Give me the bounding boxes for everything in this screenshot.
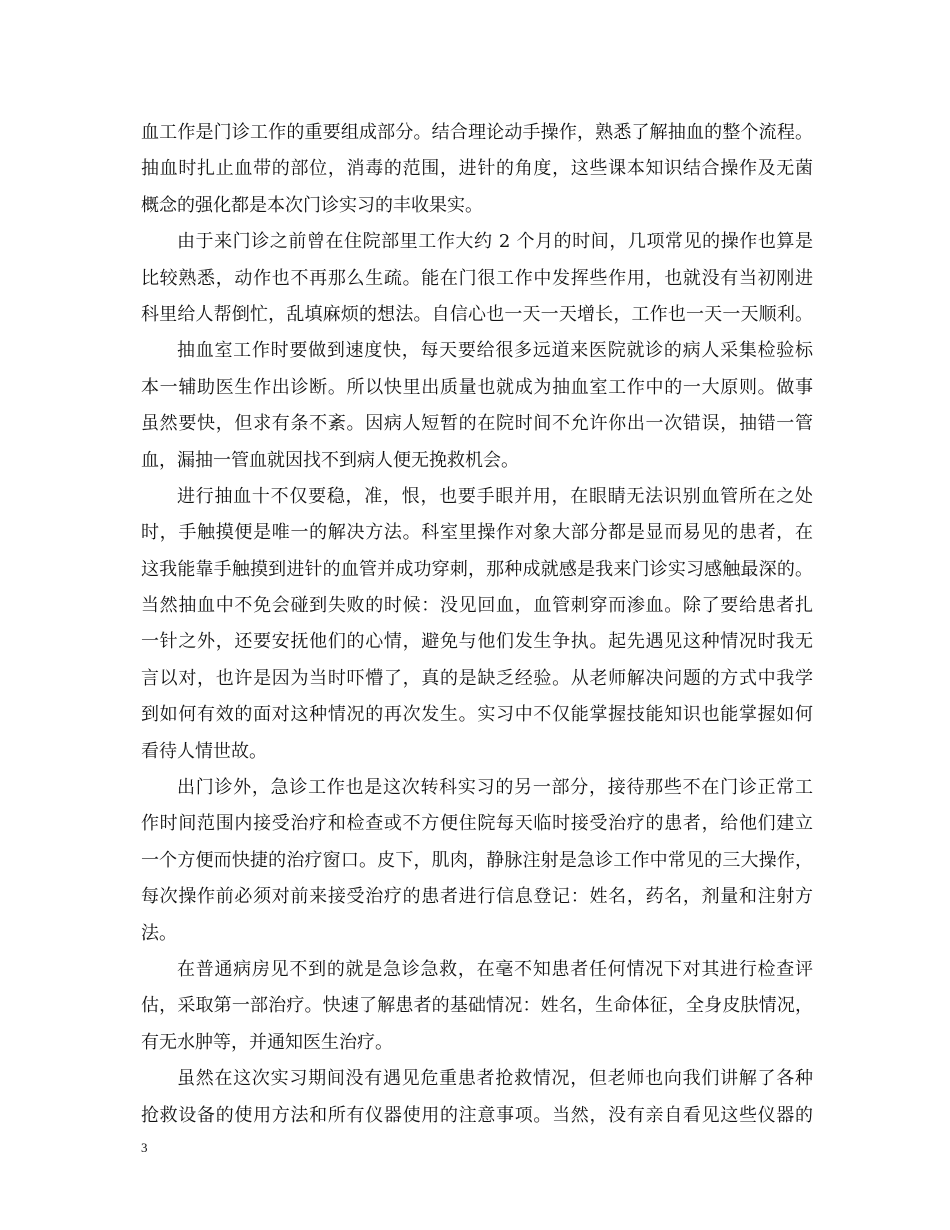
paragraph bbox=[141, 479, 813, 770]
text-line: 科里给人帮倒忙，乱填麻烦的想法。自信心也一天一天增长，工作也一天一天顺利。 bbox=[141, 303, 813, 325]
text-line: 本一辅助医生作出诊断。所以快里出质量也就成为抽血室工作中的一大原则。做事 bbox=[141, 376, 813, 398]
text-line: 在普通病房见不到的就是急诊急救，在毫不知患者任何情况下对其进行检查评 bbox=[177, 958, 813, 980]
paragraph bbox=[141, 952, 813, 1061]
text-line: 到如何有效的面对这种情况的再次发生。实习中不仅能掌握技能知识也能掌握如何 bbox=[141, 704, 813, 726]
text-line: 虽然要快，但求有条不紊。因病人短暂的在院时间不允许你出一次错误，抽错一管 bbox=[141, 413, 813, 435]
text-line: 估，采取第一部治疗。快速了解患者的基础情况：姓名，生命体征，全身皮肤情况， bbox=[141, 995, 813, 1017]
page-number: 3 bbox=[141, 1140, 148, 1155]
text-line: 进行抽血十不仅要稳，准，恨，也要手眼并用，在眼睛无法识别血管所在之处 bbox=[177, 485, 813, 507]
text-line: 一针之外，还要安抚他们的心情，避免与他们发生争执。起先遇见这种情况时我无 bbox=[141, 631, 813, 653]
text-line: 作时间范围内接受治疗和检查或不方便住院每天临时接受治疗的患者，给他们建立 bbox=[141, 813, 813, 835]
document-body bbox=[141, 115, 813, 1134]
text-line: 一个方便而快捷的治疗窗口。皮下，肌肉，静脉注射是急诊工作中常见的三大操作， bbox=[141, 849, 813, 871]
text-line: 抽血时扎止血带的部位，消毒的范围，进针的角度，这些课本知识结合操作及无菌 bbox=[141, 158, 813, 180]
text-line: 出门诊外，急诊工作也是这次转科实习的另一部分，接待那些不在门诊正常工 bbox=[177, 777, 813, 799]
text-line: 由于来门诊之前曾在住院部里工作大约 2 个月的时间，几项常见的操作也算是 bbox=[177, 231, 813, 253]
paragraph bbox=[141, 770, 813, 952]
text-line: 比较熟悉，动作也不再那么生疏。能在门很工作中发挥些作用，也就没有当初刚进 bbox=[141, 267, 813, 289]
text-line: 抽血室工作时要做到速度快，每天要给很多远道来医院就诊的病人采集检验标 bbox=[177, 340, 813, 362]
text-line: 概念的强化都是本次门诊实习的丰收果实。 bbox=[141, 194, 483, 216]
paragraph bbox=[141, 333, 813, 479]
paragraph bbox=[141, 224, 813, 333]
text-line: 时，手触摸便是唯一的解决方法。科室里操作对象大部分都是显而易见的患者，在 bbox=[141, 522, 813, 544]
text-line: 虽然在这次实习期间没有遇见危重患者抢救情况，但老师也向我们讲解了各种 bbox=[177, 1068, 813, 1090]
text-line: 抢救设备的使用方法和所有仪器使用的注意事项。当然，没有亲自看见这些仪器的 bbox=[141, 1104, 813, 1126]
text-line: 看待人情世故。 bbox=[141, 740, 267, 762]
paragraph bbox=[141, 1061, 813, 1134]
text-line: 每次操作前必须对前来接受治疗的患者进行信息登记：姓名，药名，剂量和注射方 bbox=[141, 886, 813, 908]
paragraph bbox=[141, 115, 813, 224]
text-line: 言以对，也许是因为当时吓懵了，真的是缺乏经验。从老师解决问题的方式中我学 bbox=[141, 667, 813, 689]
text-line: 血，漏抽一管血就因找不到病人便无挽救机会。 bbox=[141, 449, 519, 471]
text-line: 法。 bbox=[141, 922, 177, 944]
text-line: 当然抽血中不免会碰到失败的时候：没见回血，血管刺穿而渗血。除了要给患者扎 bbox=[141, 595, 813, 617]
text-line: 这我能靠手触摸到进针的血管并成功穿刺，那种成就感是我来门诊实习感触最深的。 bbox=[141, 558, 813, 580]
text-line: 有无水肿等，并通知医生治疗。 bbox=[141, 1031, 393, 1053]
text-line: 血工作是门诊工作的重要组成部分。结合理论动手操作，熟悉了解抽血的整个流程。 bbox=[141, 122, 813, 143]
